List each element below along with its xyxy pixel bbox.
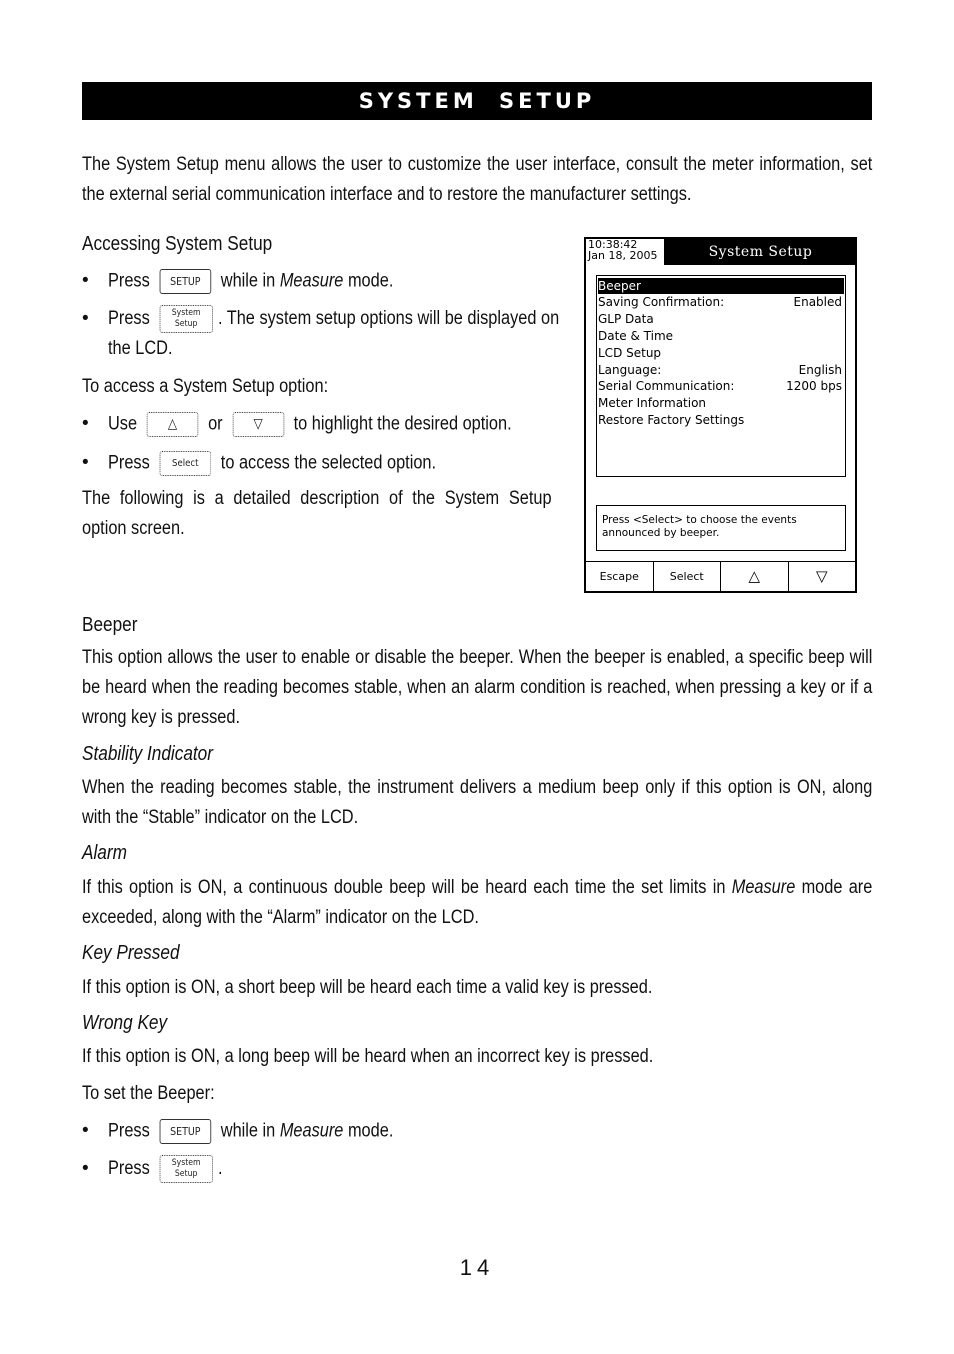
intro-paragraph: The System Setup menu allows the user to customize the user interface, consult the meter information, set the external serial communication interface and to restore the manufacturer settings.	[82, 154, 873, 205]
bullet-press-select: • Press Select to access the selected option.	[82, 446, 489, 480]
page-number: 14	[459, 1255, 495, 1280]
beeper-bullet-press-setup: • Press SETUP while in Measure mode.	[82, 1114, 440, 1148]
lcd-softkeys	[586, 561, 855, 592]
key-pressed-text: If this option is ON, a short beep will be heard each time a valid key is pressed.	[82, 977, 653, 998]
lcd-options-list	[596, 275, 846, 477]
select-key-icon: Select	[159, 451, 211, 476]
lcd-option-date-time[interactable]: Date & Time	[598, 329, 674, 343]
lcd-option-meter-information[interactable]: Meter Information	[598, 396, 707, 410]
select-softkey[interactable]: Select	[654, 562, 722, 592]
lcd-option-lcd-setup[interactable]: LCD Setup	[598, 346, 662, 360]
lcd-option-glp-data[interactable]: GLP Data	[598, 312, 654, 326]
lcd-title: System Setup	[664, 239, 857, 265]
to-access-text: To access a System Setup option:	[82, 376, 329, 397]
stability-paragraph: When the reading becomes stable, the instrument delivers a medium beep only if this option is ON, along with the “Stable” indicator on the LCD.	[82, 777, 873, 828]
alarm-paragraph: If this option is ON, a continuous double beep will be heard each time the set limits in Measure mode are exceeded, along with the “Alarm” indicator on the LCD.	[82, 877, 873, 928]
setup-key-icon: SETUP	[159, 269, 211, 294]
following-paragraph: The following is a detailed description of the System Setup option screen.	[82, 488, 552, 539]
beeper-paragraph: This option allows the user to enable or disable the beeper. When the beeper is enabled, a specific beep will be heard when the reading becomes stable, when an alarm condition is reached, when pressing a key or if a wrong key is pressed.	[82, 647, 873, 728]
lcd-option-saving-confirmation[interactable]: Saving Confirmation: Enabled	[598, 295, 842, 309]
stability-heading: Stability Indicator	[82, 743, 213, 765]
bullet-dot: •	[82, 270, 89, 291]
setup-key-icon: SETUP	[159, 1119, 211, 1144]
bullet-dot: •	[82, 1158, 89, 1179]
beeper-bullet-press-system-setup: • Press System Setup .	[82, 1152, 241, 1186]
lcd-option-beeper[interactable]: Beeper	[598, 278, 844, 294]
beeper-heading: Beeper	[82, 614, 138, 636]
section-title: SYSTEM SETUP	[358, 89, 596, 113]
wrong-key-heading: Wrong Key	[82, 1012, 168, 1034]
system-setup-key-icon: System Setup	[159, 1155, 212, 1183]
bullet-dot: •	[82, 1120, 89, 1141]
key-pressed-heading: Key Pressed	[82, 942, 180, 964]
escape-softkey[interactable]: Escape	[586, 562, 654, 592]
lcd-datetime: 10:38:42 Jan 18, 2005	[588, 238, 658, 262]
lcd-hint-box: Press <Select> to choose the events announced by beeper.	[596, 505, 846, 551]
bullet-press-setup: • Press SETUP while in Measure mode.	[82, 264, 440, 298]
lcd-screen	[584, 237, 857, 593]
accessing-heading: Accessing System Setup	[82, 233, 273, 255]
wrong-key-text: If this option is ON, a long beep will be heard when an incorrect key is pressed.	[82, 1046, 654, 1067]
bullet-dot: •	[82, 413, 89, 434]
up-softkey-icon[interactable]: △	[721, 562, 789, 592]
to-set-beeper-text: To set the Beeper:	[82, 1083, 215, 1104]
bullet-continuation: the LCD.	[108, 338, 173, 359]
section-title-bar	[82, 82, 872, 120]
bullet-press-system-setup: • Press System Setup . The system setup options will be displayed on	[82, 302, 633, 336]
alarm-heading: Alarm	[82, 842, 127, 864]
bullet-dot: •	[82, 308, 89, 329]
system-setup-key-icon: System Setup	[159, 305, 212, 333]
lcd-option-language[interactable]: Language: English	[598, 363, 842, 377]
bullet-dot: •	[82, 452, 89, 473]
lcd-option-serial-communication[interactable]: Serial Communication: 1200 bps	[598, 379, 842, 393]
up-arrow-key-icon: △	[147, 412, 199, 437]
down-softkey-icon[interactable]: ▽	[815, 567, 828, 585]
bullet-use-arrows: • Use △ or ▽ to highlight the desired option.	[82, 407, 577, 441]
down-arrow-key-icon: ▽	[232, 412, 284, 437]
lcd-option-restore-factory[interactable]: Restore Factory Settings	[598, 413, 745, 427]
